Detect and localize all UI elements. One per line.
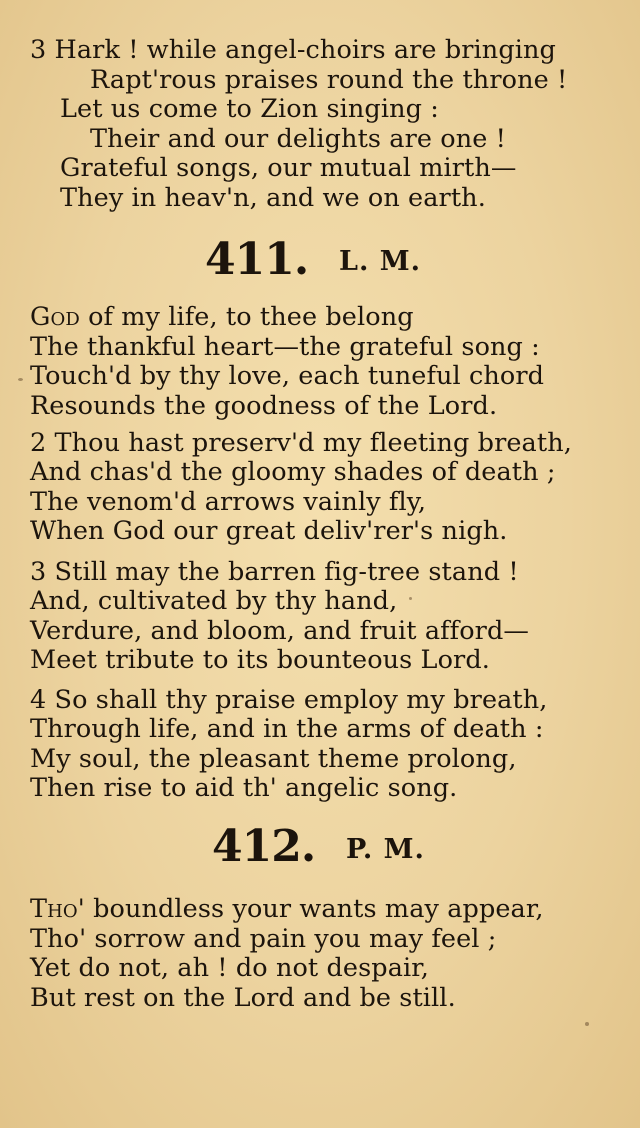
paper-speck — [409, 597, 412, 600]
verse-line: Resounds the goodness of the Lord. — [30, 391, 498, 421]
hymn-number: 411. — [205, 234, 309, 285]
verse-line: 3 Hark ! while angel-choirs are bringing — [30, 35, 556, 65]
verse-line: And, cultivated by thy hand, — [30, 586, 398, 616]
verse-line: Rapt'rous praises round the throne ! — [90, 65, 568, 95]
verse-line — [30, 303, 414, 332]
verse-line: Their and our delights are one ! — [90, 124, 507, 154]
paper-speck — [18, 378, 23, 381]
verse-line: When God our great deliv'rer's nigh. — [30, 516, 508, 546]
verse-line: The thankful heart—the grateful song : — [30, 332, 540, 362]
verse-line: 4 So shall thy praise employ my breath, — [30, 685, 548, 715]
verse-line-rest: boundless your wants may appear, — [84, 894, 544, 924]
verse-line: Verdure, and bloom, and fruit afford— — [30, 616, 529, 646]
hymn-meter: P. M. — [346, 834, 425, 865]
verse-line: Tho' sorrow and pain you may feel ; — [30, 924, 497, 954]
hymn-meter: L. M. — [339, 246, 422, 277]
opening-word: Tho' — [30, 894, 85, 924]
paper-speck — [585, 1022, 589, 1026]
verse-line: Through life, and in the arms of death : — [30, 714, 544, 744]
verse-line: The venom'd arrows vainly fly, — [30, 487, 427, 517]
verse-line: Yet do not, ah ! do not despair, — [30, 953, 429, 983]
verse-line: Then rise to aid th' angelic song. — [30, 773, 458, 803]
verse-line-rest: of my life, to thee belong — [79, 302, 414, 332]
verse-line: And chas'd the gloomy shades of death ; — [30, 457, 556, 487]
verse-line: Grateful songs, our mutual mirth— — [60, 153, 517, 183]
hymn-number: 412. — [212, 821, 316, 872]
verse-line: Meet tribute to its bounteous Lord. — [30, 645, 490, 675]
verse-line: 3 Still may the barren fig-tree stand ! — [30, 557, 519, 587]
verse-line: But rest on the Lord and be still. — [30, 983, 456, 1013]
verse-line: My soul, the pleasant theme prolong, — [30, 744, 517, 774]
verse-line — [30, 895, 544, 924]
verse-line: Let us come to Zion singing : — [60, 94, 439, 124]
opening-word: God — [30, 302, 80, 332]
verse-line: 2 Thou hast preserv'd my fleeting breath, — [30, 428, 572, 458]
verse-line: Touch'd by thy love, each tuneful chord — [30, 361, 545, 391]
verse-line: They in heav'n, and we on earth. — [60, 183, 486, 213]
